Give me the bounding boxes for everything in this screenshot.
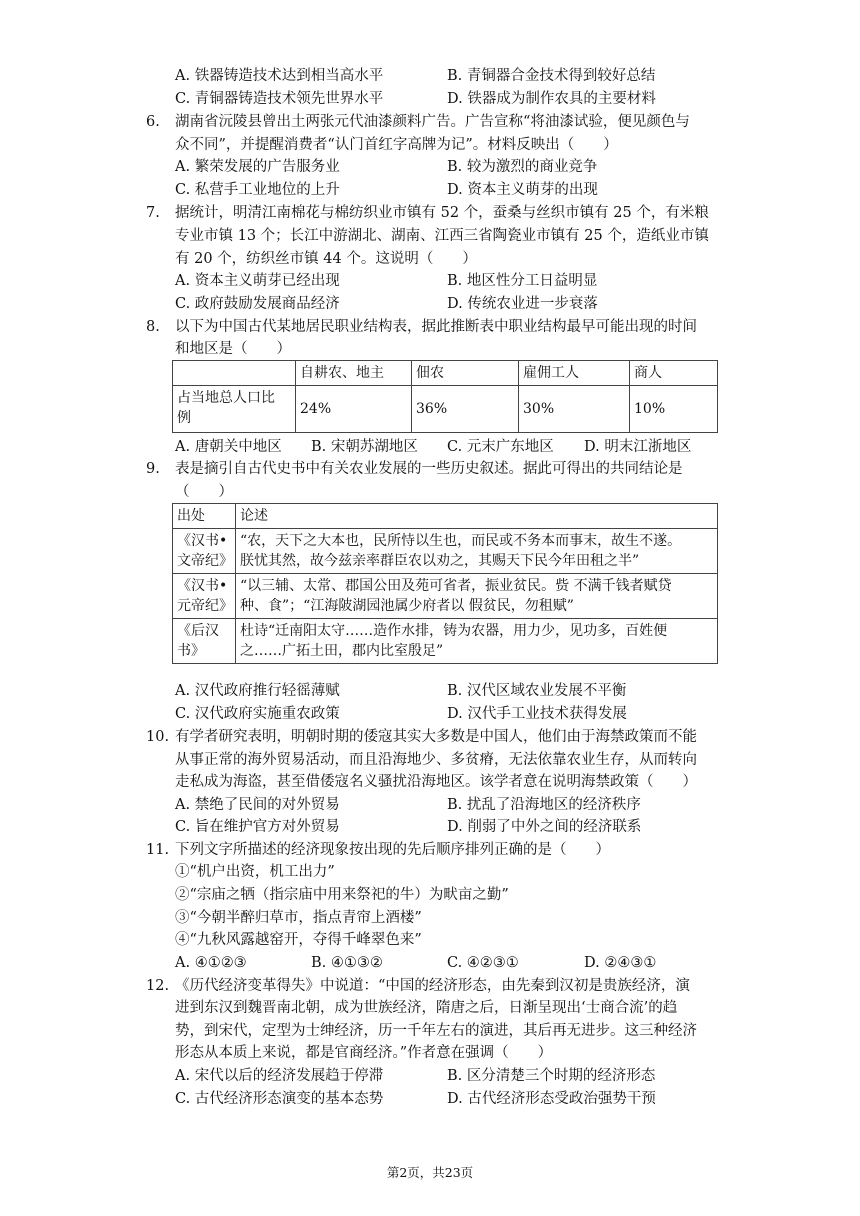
q9-history-table <box>172 503 718 664</box>
source-line: 《汉书• <box>177 533 228 549</box>
table-source-cell <box>173 574 236 619</box>
q5-option-b: B. 青铜器合金技术得到较好总结 <box>447 68 656 84</box>
row-label-line-1: 占当地总人口比 <box>177 390 275 406</box>
q12-stem-line-2: 进到东汉到魏晋南北朝，成为世族经济，隋唐之后，日渐呈现出‘士商合流’的趋 <box>175 1000 678 1016</box>
text-line: 杜诗“迁南阳太守……造作水排，铸为农器，用力少，见功多，百姓便 <box>240 623 668 639</box>
q7-number: 7. <box>146 205 160 221</box>
q5-option-d: D. 铁器成为制作农具的主要材料 <box>447 91 656 107</box>
q11-item-2: ②“宗庙之牺（指宗庙中用来祭祀的牛）为畎亩之勤” <box>175 887 509 903</box>
text-line: “农，天下之大本也，民所恃以生也，而民或不务本而事末，故生不遂。 <box>240 533 682 549</box>
text-line: 朕忧其然，故今兹亲率群臣农以劝之，其赐天下民今年田租之半” <box>240 553 640 569</box>
table-row-label <box>173 386 296 433</box>
q12-option-d: D. 古代经济形态受政治强势干预 <box>447 1091 656 1107</box>
page-footer: 第2页，共23页 <box>386 1165 474 1180</box>
table-header-cell: 雇佣工人 <box>519 361 630 386</box>
table-header-cell: 自耕农、地主 <box>296 361 412 386</box>
q12-option-c: C. 古代经济形态演变的基本态势 <box>175 1091 384 1107</box>
q9-option-a: A. 汉代政府推行轻徭薄赋 <box>175 683 340 699</box>
table-row <box>173 574 718 619</box>
q12-option-a: A. 宋代以后的经济发展趋于停滞 <box>175 1068 384 1084</box>
table-text-cell <box>236 619 718 664</box>
q8-option-c: C. 元末广东地区 <box>447 439 554 455</box>
q12-stem-line-4: 形态从本质上来说，都是官商经济。”作者意在强调（ ） <box>175 1045 553 1061</box>
q7-stem-line-1: 据统计，明清江南棉花与棉纺织业市镇有 52 个，蚕桑与丝织市镇有 25 个，有米粮 <box>175 205 709 221</box>
q6-stem-line-2: 众不同”，并提醒消费者“认门首红字高牌为记”。材料反映出（ ） <box>175 137 618 153</box>
q11-item-1: ①“机户出资，机工出力” <box>175 864 335 880</box>
row-label-line-2: 例 <box>177 410 191 426</box>
q9-stem-line-1: 表是摘引自古代史书中有关农业发展的一些历史叙述。据此可得出的共同结论是 <box>175 461 683 477</box>
q12-stem-line-3: 势，到宋代，定型为士绅经济，历一千年左右的演进，其后再无进步。这三种经济 <box>175 1023 697 1039</box>
table-source-cell <box>173 529 236 574</box>
q10-number: 10. <box>146 729 170 745</box>
q11-item-3: ③“今朝半醉归草市，指点青帘上酒楼” <box>175 910 422 926</box>
q11-option-d: D. ②④③① <box>584 955 657 971</box>
q7-stem-line-2: 专业市镇 13 个；长江中游湖北、湖南、江西三省陶瓷业市镇有 25 个，造纸业市镇 <box>175 228 709 244</box>
q8-number: 8. <box>146 319 160 335</box>
q10-option-a: A. 禁绝了民间的对外贸易 <box>175 797 340 813</box>
table-text-cell <box>236 574 718 619</box>
table-text-cell <box>236 529 718 574</box>
q11-item-4: ④“九秋风露越窑开，夺得千峰翠色来” <box>175 932 422 948</box>
q6-option-b: B. 较为激烈的商业竞争 <box>447 159 598 175</box>
q9-number: 9. <box>146 461 160 477</box>
table-row <box>173 619 718 664</box>
table-header-cell: 商人 <box>630 361 718 386</box>
q7-option-a: A. 资本主义萌芽已经出现 <box>175 273 340 289</box>
table-row <box>173 386 718 433</box>
table-cell: 24% <box>296 386 412 433</box>
q7-stem-line-3: 有 20 个，纺织丝市镇 44 个。这说明（ ） <box>175 251 477 267</box>
q8-occupation-table <box>172 360 718 433</box>
table-header-cell: 论述 <box>236 504 718 529</box>
source-line: 《汉书• <box>177 578 228 594</box>
table-cell: 10% <box>630 386 718 433</box>
text-line: 种、食”；“江海陂湖园池属少府者以 假贫民，勿租赋” <box>240 598 574 614</box>
q12-option-b: B. 区分清楚三个时期的经济形态 <box>447 1068 656 1084</box>
table-source-cell <box>173 619 236 664</box>
table-header-row <box>173 504 718 529</box>
q8-option-a: A. 唐朝关中地区 <box>175 439 282 455</box>
q11-stem: 下列文字所描述的经济现象按出现的先后顺序排列正确的是（ ） <box>175 842 610 858</box>
text-line: 之……广拓土田，郡内比室殷足” <box>240 643 444 659</box>
q7-option-b: B. 地区性分工日益明显 <box>447 273 598 289</box>
source-line: 书》 <box>177 643 205 659</box>
table-header-cell: 出处 <box>173 504 236 529</box>
q10-option-d: D. 削弱了中外之间的经济联系 <box>447 819 642 835</box>
table-header-cell: 佃农 <box>412 361 519 386</box>
table-cell: 30% <box>519 386 630 433</box>
source-line: 《后汉 <box>177 623 219 639</box>
q9-option-d: D. 汉代手工业技术获得发展 <box>447 706 627 722</box>
q7-option-d: D. 传统农业进一步衰落 <box>447 296 598 312</box>
q5-option-c: C. 青铜器铸造技术领先世界水平 <box>175 91 384 107</box>
source-line: 元帝纪》 <box>177 598 233 614</box>
q10-stem-line-1: 有学者研究表明，明朝时期的倭寇其实大多数是中国人，他们由于海禁政策而不能 <box>175 729 697 745</box>
table-cell <box>173 361 296 386</box>
q6-option-a: A. 繁荣发展的广告服务业 <box>175 159 340 175</box>
q8-option-d: D. 明末江浙地区 <box>584 439 692 455</box>
q10-option-b: B. 扰乱了沿海地区的经济秩序 <box>447 797 641 813</box>
q6-option-c: C. 私营手工业地位的上升 <box>175 182 340 198</box>
q9-option-c: C. 汉代政府实施重农政策 <box>175 706 340 722</box>
q11-option-a: A. ④①②③ <box>175 955 247 971</box>
q12-number: 12. <box>146 978 170 994</box>
q5-option-a: A. 铁器铸造技术达到相当高水平 <box>175 68 384 84</box>
q10-stem-line-3: 走私成为海盗，甚至借倭寇名义骚扰沿海地区。该学者意在说明海禁政策（ ） <box>175 774 697 790</box>
source-line: 文帝纪》 <box>177 553 233 569</box>
q6-option-d: D. 资本主义萌芽的出现 <box>447 182 598 198</box>
q6-stem-line-1: 湖南省沅陵县曾出土两张元代油漆颜料广告。广告宣称“将油漆试验，便见颜色与 <box>175 114 690 130</box>
q7-option-c: C. 政府鼓励发展商品经济 <box>175 296 340 312</box>
q10-stem-line-2: 从事正常的海外贸易活动，而且沿海地少、多贫瘠，无法依靠农业生存，从而转向 <box>175 752 697 768</box>
q8-option-b: B. 宋朝苏湖地区 <box>311 439 418 455</box>
q6-number: 6. <box>146 114 160 130</box>
q11-option-c: C. ④②③① <box>447 955 519 971</box>
q8-stem-line-1: 以下为中国古代某地居民职业结构表，据此推断表中职业结构最早可能出现的时间 <box>175 319 697 335</box>
q8-stem-line-2: 和地区是（ ） <box>175 341 291 357</box>
table-header-row <box>173 361 718 386</box>
q10-option-c: C. 旨在维护官方对外贸易 <box>175 819 340 835</box>
table-row <box>173 529 718 574</box>
q11-number: 11. <box>146 842 170 858</box>
q11-option-b: B. ④①③② <box>311 955 383 971</box>
q9-option-b: B. 汉代区域农业发展不平衡 <box>447 683 627 699</box>
q9-stem-line-2: （ ） <box>175 484 233 500</box>
q12-stem-line-1: 《历代经济变革得失》中说道：“中国的经济形态，由先秦到汉初是贵族经济，演 <box>175 978 690 994</box>
table-cell: 36% <box>412 386 519 433</box>
text-line: “以三辅、太常、郡国公田及苑可省者，振业贫民。赀 不满千钱者赋贷 <box>240 578 672 594</box>
